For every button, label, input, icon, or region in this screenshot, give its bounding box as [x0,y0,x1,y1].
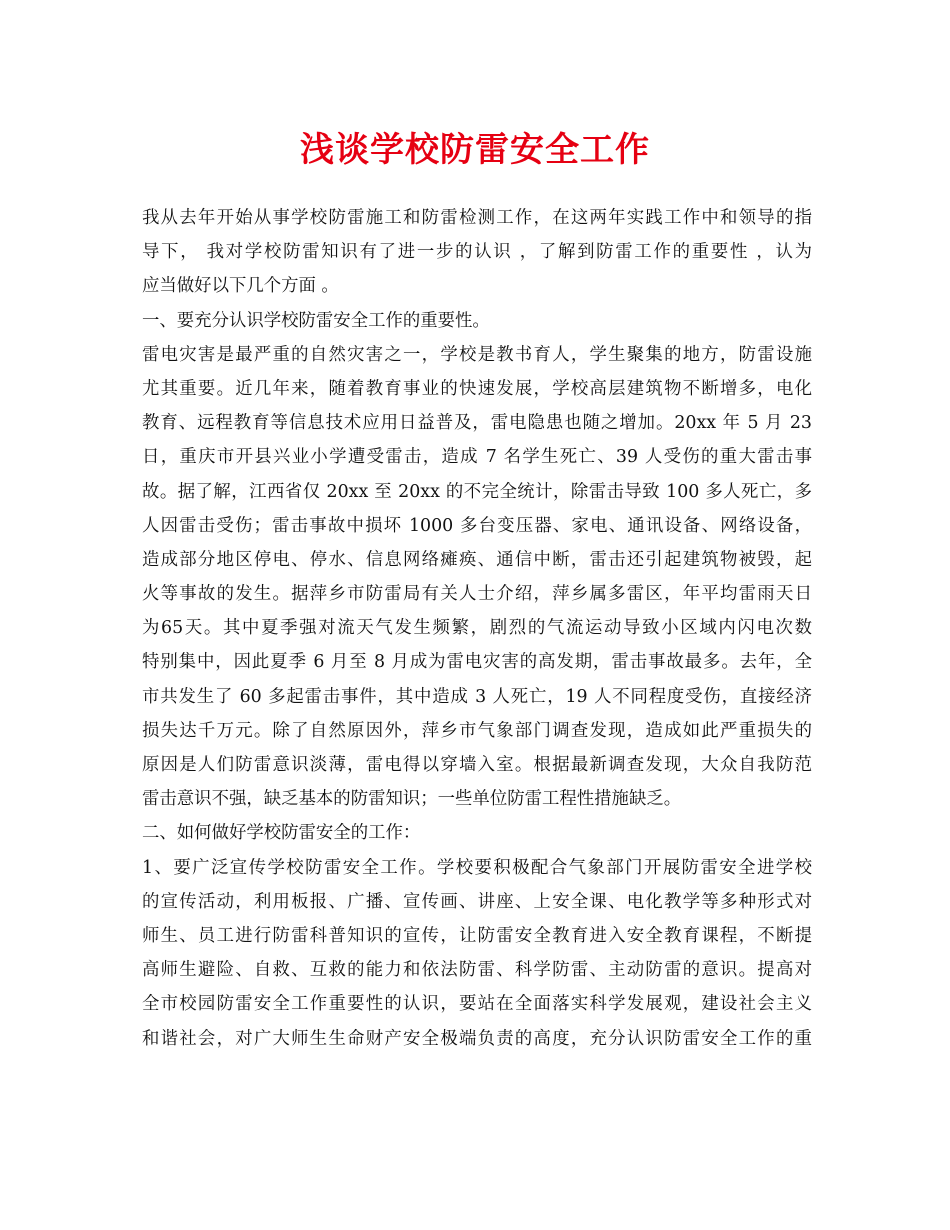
body-text-line: 雷电灾害是最严重的自然灾害之一，学校是教书育人，学生聚集的地方，防雷设施 [142,344,812,365]
body-text-line: 教育、远程教育等信息技术应用日益普及，雷电隐患也随之增加。20xx 年 5 月 23 [142,413,812,434]
body-text-line: 的宣传活动，利用板报、广播、宣传画、讲座、上安全课、电化教学等多种形式对 [142,891,812,912]
body-text-line: 全市校园防雷安全工作重要性的认识，要站在全面落实科学发展观，建设社会主义 [142,994,812,1015]
body-text-line: 尤其重要。近几年来，随着教育事业的快速发展，学校高层建筑物不断增多，电化 [142,378,812,399]
body-text-line: 应当做好以下几个方面 。 [142,276,339,297]
body-text-line: 火等事故的发生。据萍乡市防雷局有关人士介绍，萍乡属多雷区，年平均雷雨天日 [142,584,812,605]
body-text-line: 故。据了解，江西省仅 20xx 至 20xx 的不完全统计，除雷击导致 100 多人死亡，多 [142,481,812,502]
body-text-line: 雷击意识不强，缺乏基本的防雷知识；一些单位防雷工程性措施缺乏。 [142,789,682,810]
body-text-line: 原因是人们防雷意识淡薄，雷电得以穿墙入室。根据最新调查发现，大众自我防范 [142,755,812,775]
body-text-line: 二、如何做好学校防雷安全的工作： [142,823,421,844]
body-text-line: 为65天。其中夏季强对流天气发生频繁，剧烈的气流运动导致小区域内闪电次数 [142,618,812,639]
body-text-line: 特别集中，因此夏季 6 月至 8 月成为雷电灾害的高发期，雷击事故最多。去年，全 [142,652,812,673]
document-title: 浅谈学校防雷安全工作 [300,130,650,170]
body-text-line: 日，重庆市开县兴业小学遭受雷击，造成 7 名学生死亡、39 人受伤的重大雷击事 [142,447,812,468]
body-text-line: 市共发生了 60 多起雷击事件，其中造成 3 人死亡，19 人不同程度受伤，直接经济 [142,686,812,707]
body-text-line: 造成部分地区停电、停水、信息网络瘫痪、通信中断，雷击还引起建筑物被毁，起 [142,549,812,570]
body-text-line: 损失达千万元。除了自然原因外，萍乡市气象部门调查发现，造成如此严重损失的 [142,720,812,741]
document-body [142,201,812,1056]
body-text-line: 导下， 我对学校防雷知识有了进一步的认识 ，了解到防雷工作的重要性 ，认为 [142,242,812,263]
body-text-line: 一、要充分认识学校防雷安全工作的重要性。 [142,310,490,331]
body-text-line: 我从去年开始从事学校防雷施工和防雷检测工作，在这两年实践工作中和领导的指 [142,208,812,228]
body-text-line: 1、要广泛宣传学校防雷安全工作。学校要积极配合气象部门开展防雷安全进学校 [142,857,812,878]
body-text-line: 和谐社会，对广大师生生命财产安全极端负责的高度，充分认识防雷安全工作的重 [142,1028,812,1049]
body-text-line: 师生、员工进行防雷科普知识的宣传，让防雷安全教育进入安全教育课程，不断提 [142,925,812,946]
body-text-line: 高师生避险、自救、互救的能力和依法防雷、科学防雷、主动防雷的意识。提高对 [142,960,812,981]
body-text-line: 人因雷击受伤；雷击事故中损坏 1000 多台变压器、家电、通讯设备、网络设备， [142,515,812,536]
